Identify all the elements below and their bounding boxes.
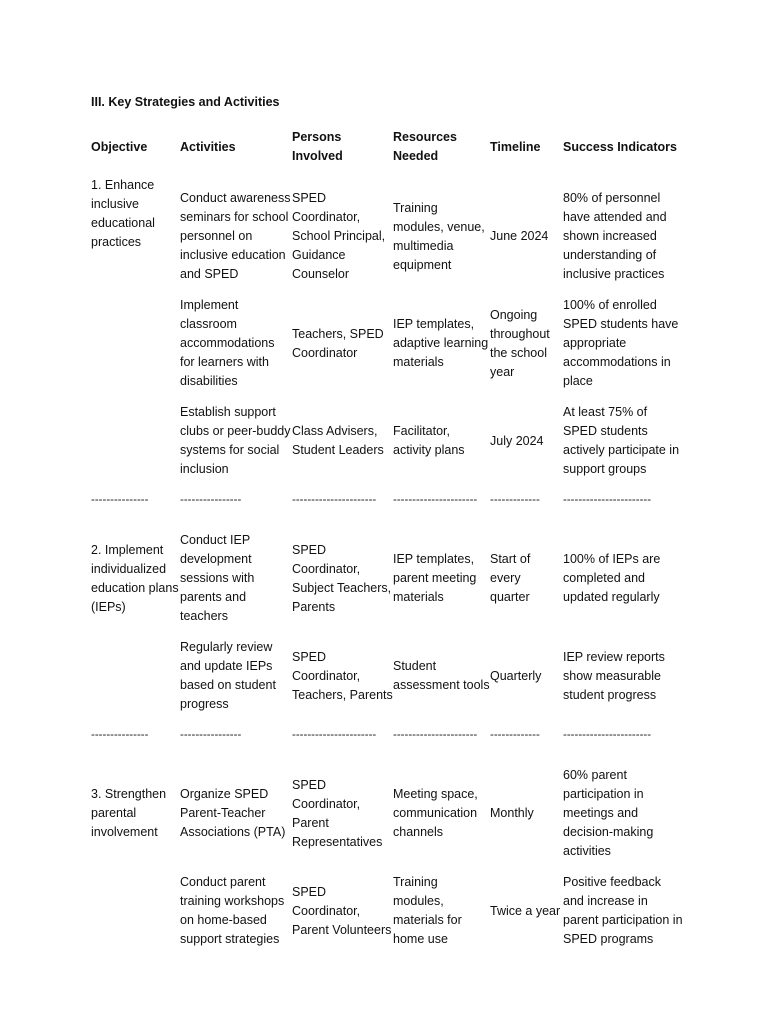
separator-dashes: --------------- — [91, 494, 149, 506]
persons-cell: SPED Coordinator, Subject Teachers, Parents — [292, 542, 392, 614]
table-row — [91, 638, 683, 726]
resources-cell: IEP templates, adaptive learning materials — [393, 317, 489, 369]
table-row — [91, 296, 683, 403]
table-row — [91, 403, 683, 491]
timeline-cell: June 2024 — [490, 229, 549, 243]
resources-cell: Training modules, venue, multimedia equipment — [393, 200, 485, 272]
timeline-cell: Monthly — [490, 806, 534, 820]
activity-cell: Regularly review and update IEPs based on student progress — [180, 640, 276, 711]
activity-cell: Organize SPED Parent-Teacher Associations (PTA) — [180, 787, 286, 839]
header-timeline: Timeline — [490, 139, 541, 154]
header-success-indicators: Success Indicators — [563, 139, 677, 154]
persons-cell: Teachers, SPED Coordinator — [292, 326, 384, 360]
strategies-table — [91, 125, 683, 961]
indicator-cell: 60% parent participation in meetings and decision-making activities — [563, 768, 654, 858]
table-header-row — [91, 125, 683, 169]
persons-cell: SPED Coordinator, Parent Representatives — [292, 777, 383, 849]
objective-cell: 3. Strengthen parental involvement — [91, 787, 167, 839]
activity-cell: Conduct awareness seminars for school personnel on inclusive education and SPED — [180, 191, 291, 281]
indicator-cell: 80% of personnel have attended and shown increased understanding of inclusive practices — [563, 191, 667, 281]
activity-cell: Establish support clubs or peer-buddy systems for social inclusion — [180, 405, 291, 476]
separator-dashes: ----------------------- — [563, 494, 652, 506]
objective-cell-empty — [91, 638, 180, 726]
header-objective: Objective — [91, 139, 148, 154]
separator-dashes: ------------- — [490, 494, 540, 506]
separator-dashes: ---------------------- — [292, 494, 377, 506]
resources-cell: Meeting space, communication channels — [393, 787, 478, 839]
resources-cell: Facilitator, activity plans — [393, 424, 465, 457]
indicator-cell: At least 75% of SPED students actively participate in support groups — [563, 405, 680, 476]
section-heading: III. Key Strategies and Activities — [91, 95, 280, 109]
resources-cell: Student assessment tools — [393, 659, 490, 692]
timeline-cell: July 2024 — [490, 433, 544, 448]
separator-dashes: ---------------- — [180, 494, 242, 506]
objective-cell: 2. Implement individualized education plans (IEPs) — [91, 542, 179, 614]
separator-dashes: --------------- — [91, 729, 149, 741]
separator-dashes: ------------- — [490, 729, 540, 741]
separator-dashes: ---------------------- — [292, 729, 377, 741]
separator-dashes: ---------------------- — [393, 729, 478, 741]
timeline-cell: Quarterly — [490, 668, 542, 683]
table-row — [91, 754, 683, 873]
separator-dashes: ---------------------- — [393, 494, 478, 506]
persons-cell: SPED Coordinator, Parent Volunteers — [292, 884, 392, 937]
resources-cell: Training modules, materials for home use — [393, 875, 462, 946]
document-page — [91, 93, 691, 961]
persons-cell: SPED Coordinator, Teachers, Parents — [292, 649, 393, 702]
persons-cell: Class Advisers, Student Leaders — [292, 424, 384, 457]
table-row — [91, 169, 683, 296]
indicator-cell: 100% of enrolled SPED students have appropriate accommodations in place — [563, 298, 679, 388]
persons-cell: SPED Coordinator, School Principal, Guidance Counselor — [292, 191, 386, 281]
objective-cell-empty — [91, 873, 180, 961]
activity-cell: Conduct parent training workshops on home-based support strategies — [180, 875, 285, 946]
separator-dashes: ----------------------- — [563, 729, 652, 741]
header-resources-needed: Resources Needed — [393, 130, 457, 163]
indicator-cell: IEP review reports show measurable student progress — [563, 649, 665, 702]
objective-cell: 1. Enhance inclusive educational practices — [91, 178, 155, 249]
separator-dashes: ---------------- — [180, 729, 242, 741]
timeline-cell: Twice a year — [490, 903, 561, 918]
timeline-cell: Ongoing throughout the school year — [490, 307, 550, 379]
header-persons-involved: Persons Involved — [292, 130, 343, 163]
timeline-cell: Start of every quarter — [490, 552, 531, 604]
table-row — [91, 873, 683, 961]
resources-cell: IEP templates, parent meeting materials — [393, 552, 477, 604]
indicator-cell: 100% of IEPs are completed and updated regularly — [563, 552, 661, 604]
separator-row — [91, 726, 683, 754]
table-row — [91, 519, 683, 638]
indicator-cell: Positive feedback and increase in parent participation in SPED programs — [563, 875, 683, 946]
activity-cell: Conduct IEP development sessions with parents and teachers — [180, 533, 255, 623]
header-activities: Activities — [180, 139, 236, 154]
separator-row — [91, 491, 683, 519]
activity-cell: Implement classroom accommodations for learners with disabilities — [180, 298, 275, 388]
